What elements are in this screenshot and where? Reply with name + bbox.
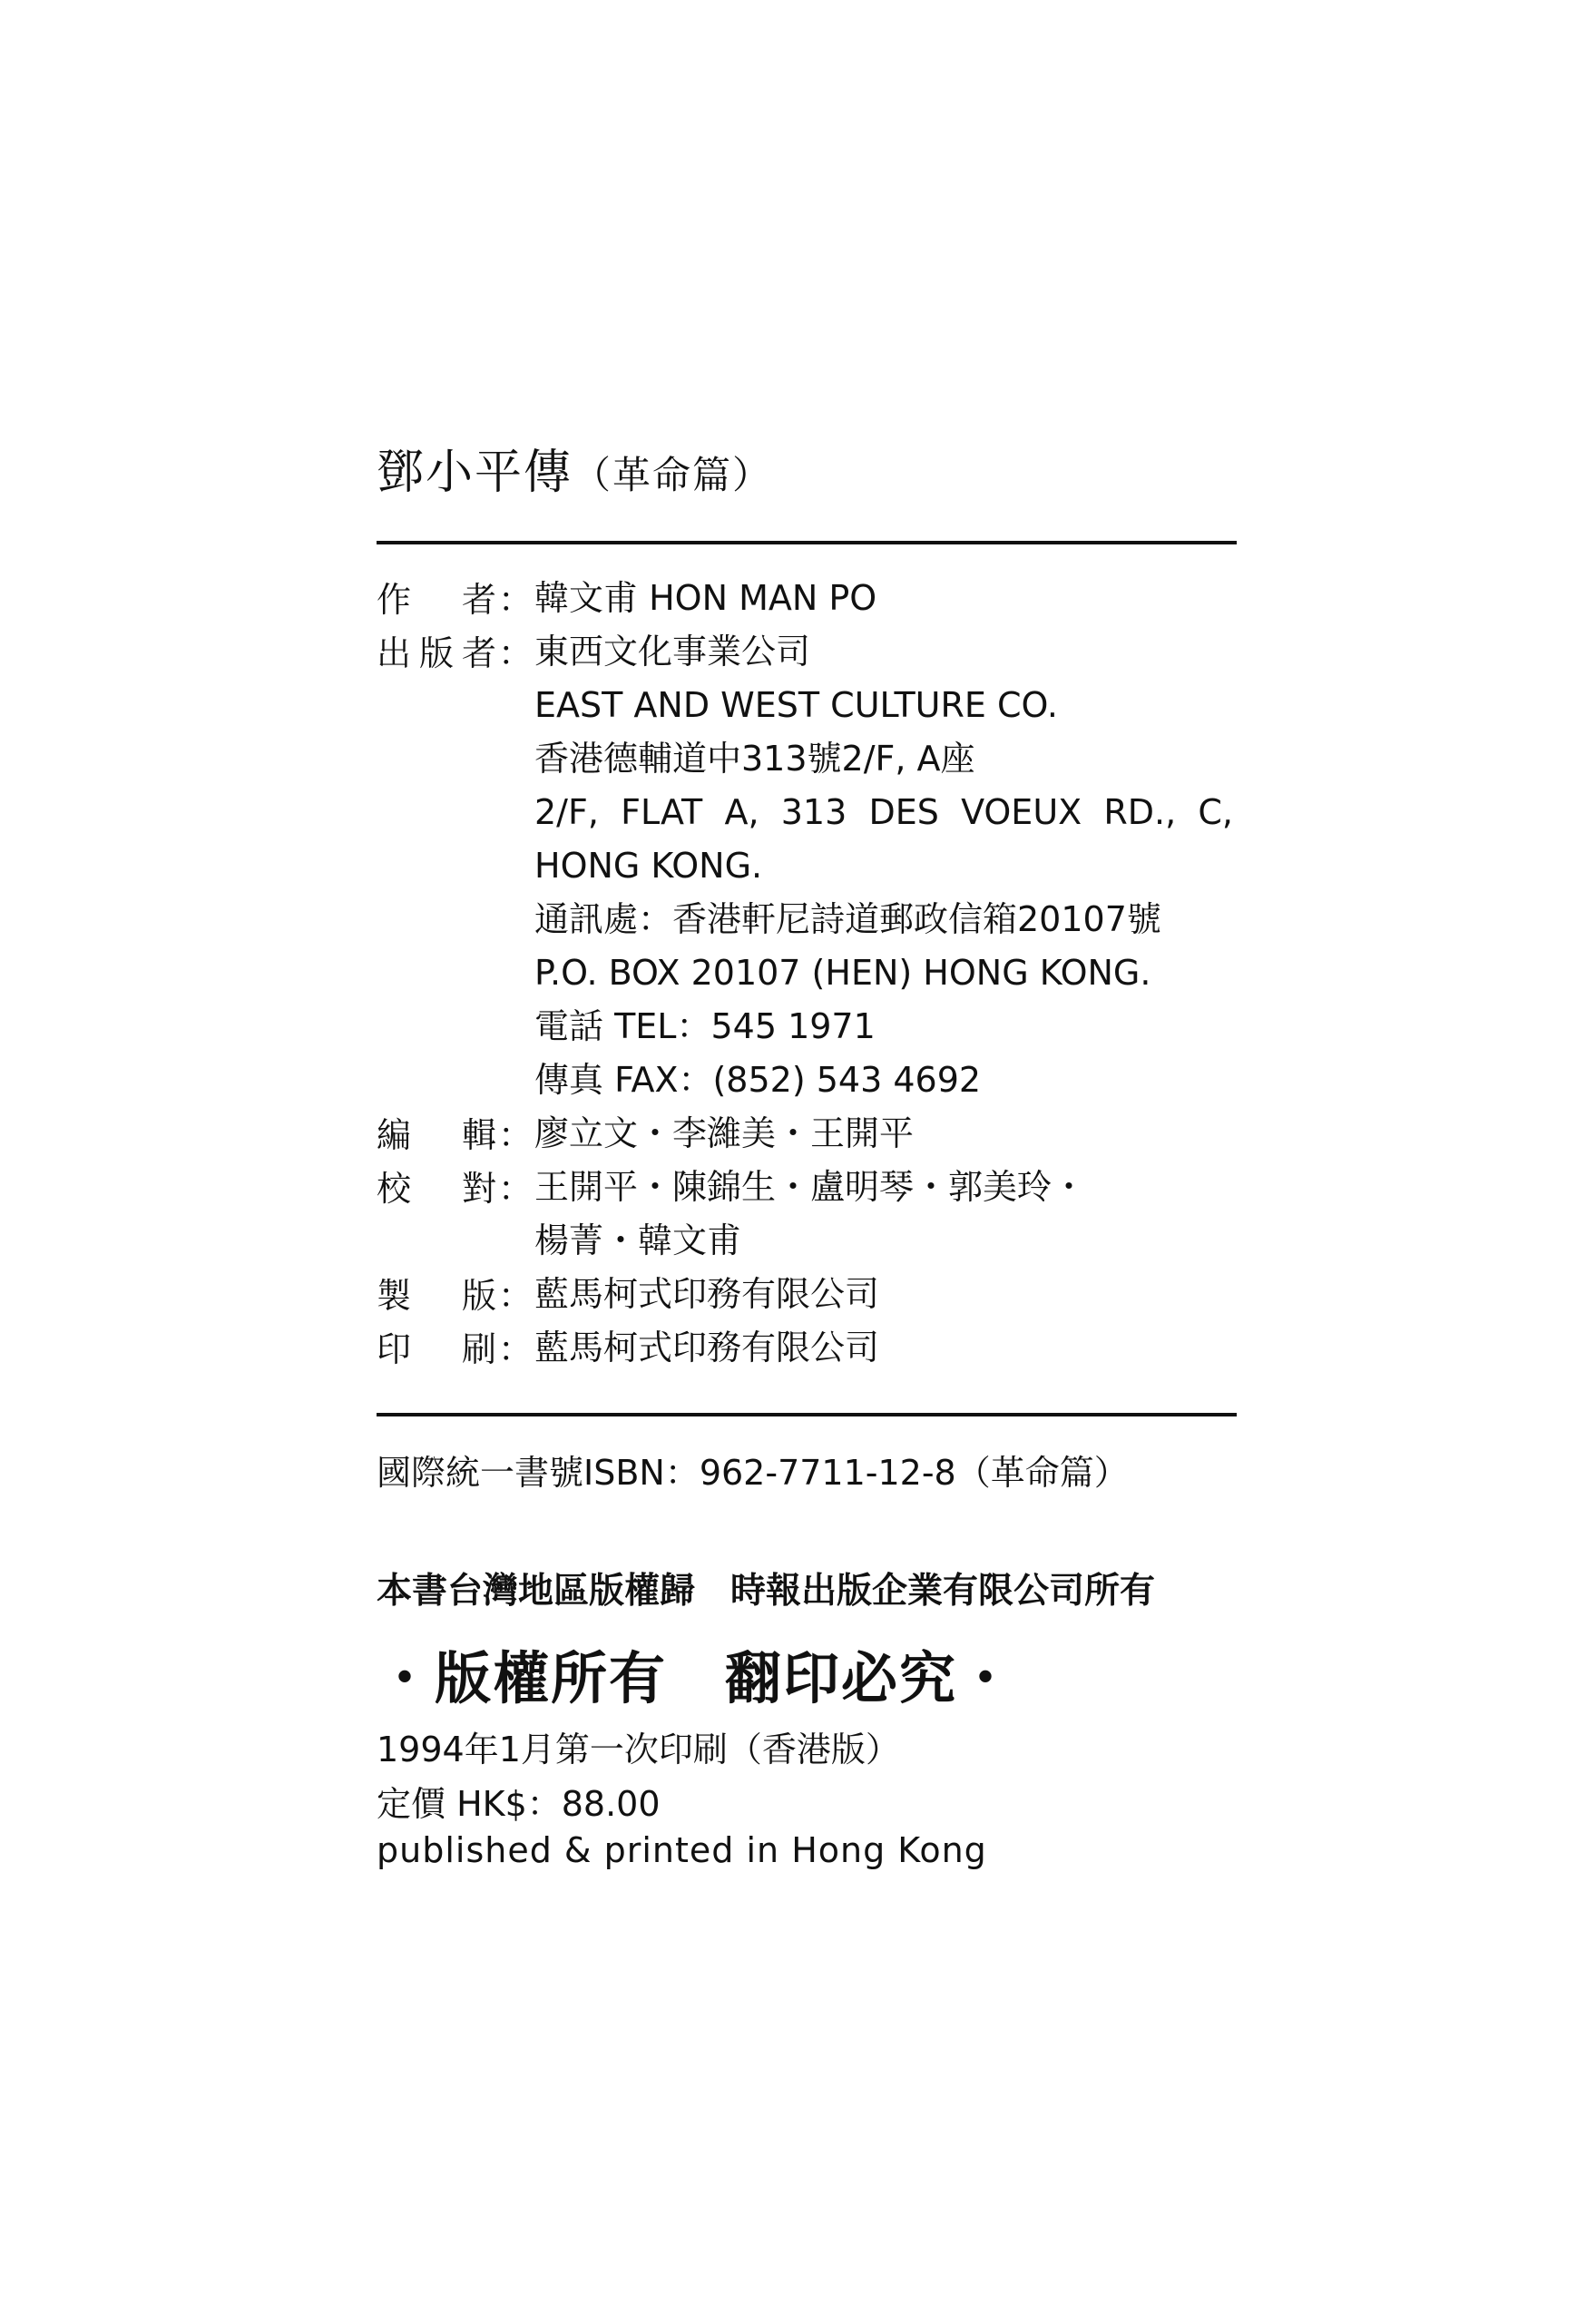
book-title-main: 鄧小平傳	[377, 446, 573, 500]
printer-name: 藍馬柯式印務有限公司	[534, 1328, 880, 1367]
telephone: 電話 TEL：545 1971	[534, 1006, 876, 1046]
credit-row-proofreaders	[377, 1161, 1248, 1268]
colon: ：	[497, 1276, 533, 1316]
credit-row-printing	[377, 1321, 1248, 1375]
credit-row-editors	[377, 1107, 1248, 1161]
publisher-name-zh: 東西文化事業公司	[534, 632, 811, 671]
credit-label: 編 輯	[377, 1115, 496, 1155]
isbn: 國際統一書號ISBN：962-7711-12-8（革命篇）	[377, 1453, 1129, 1493]
copyright-notice: ・版權所有 翻印必究・	[377, 1645, 1016, 1711]
platemaker-name: 藍馬柯式印務有限公司	[534, 1274, 880, 1314]
book-title	[377, 434, 772, 502]
price: 定價 HK$：88.00	[377, 1784, 661, 1824]
credit-label: 校 對	[377, 1169, 496, 1209]
fax: 傳真 FAX：(852) 543 4692	[534, 1060, 982, 1100]
credit-row-platemaking	[377, 1268, 1248, 1321]
editor-names: 廖立文・李濰美・王開平	[534, 1113, 915, 1153]
credit-label: 作 者	[377, 580, 496, 620]
credit-label: 製 版	[377, 1276, 496, 1316]
author-name: 韓文甫 HON MAN PO	[534, 578, 877, 618]
colon: ：	[497, 1329, 533, 1369]
credits-block	[377, 572, 1248, 1375]
mailing-address-en: P.O. BOX 20107 (HEN) HONG KONG.	[534, 953, 1151, 993]
mailing-address-zh: 通訊處：香港軒尼詩道郵政信箱20107號	[534, 899, 1161, 939]
publisher-name-en: EAST AND WEST CULTURE CO.	[534, 685, 1058, 725]
published-note: published & printed in Hong Kong	[377, 1830, 987, 1870]
proofreader-names: 王開平・陳錦生・盧明琴・郭美玲・	[534, 1167, 1087, 1207]
colon: ：	[497, 633, 533, 673]
publisher-address-en: 2/F, FLAT A, 313 DES VOEUX RD., C,	[534, 792, 1233, 832]
credit-row-author	[377, 572, 1248, 625]
top-divider	[377, 541, 1237, 544]
publisher-address-city: HONG KONG.	[534, 846, 763, 886]
bottom-divider	[377, 1413, 1237, 1416]
credit-row-publisher	[377, 625, 1248, 1107]
credit-label: 出 版 者	[377, 633, 496, 673]
publisher-address-zh: 香港德輔道中313號2/F, A座	[534, 739, 975, 779]
taiwan-rights-note: 本書台灣地區版權歸 時報出版企業有限公司所有	[377, 1571, 1156, 1612]
credit-label: 印 刷	[377, 1329, 496, 1369]
colon: ：	[497, 580, 533, 620]
edition-info: 1994年1月第一次印刷（香港版）	[377, 1730, 900, 1769]
colon: ：	[497, 1169, 533, 1209]
proofreader-names: 楊菁・韓文甫	[534, 1220, 742, 1260]
colon: ：	[497, 1115, 533, 1155]
book-title-subtitle: （革命篇）	[573, 453, 773, 497]
